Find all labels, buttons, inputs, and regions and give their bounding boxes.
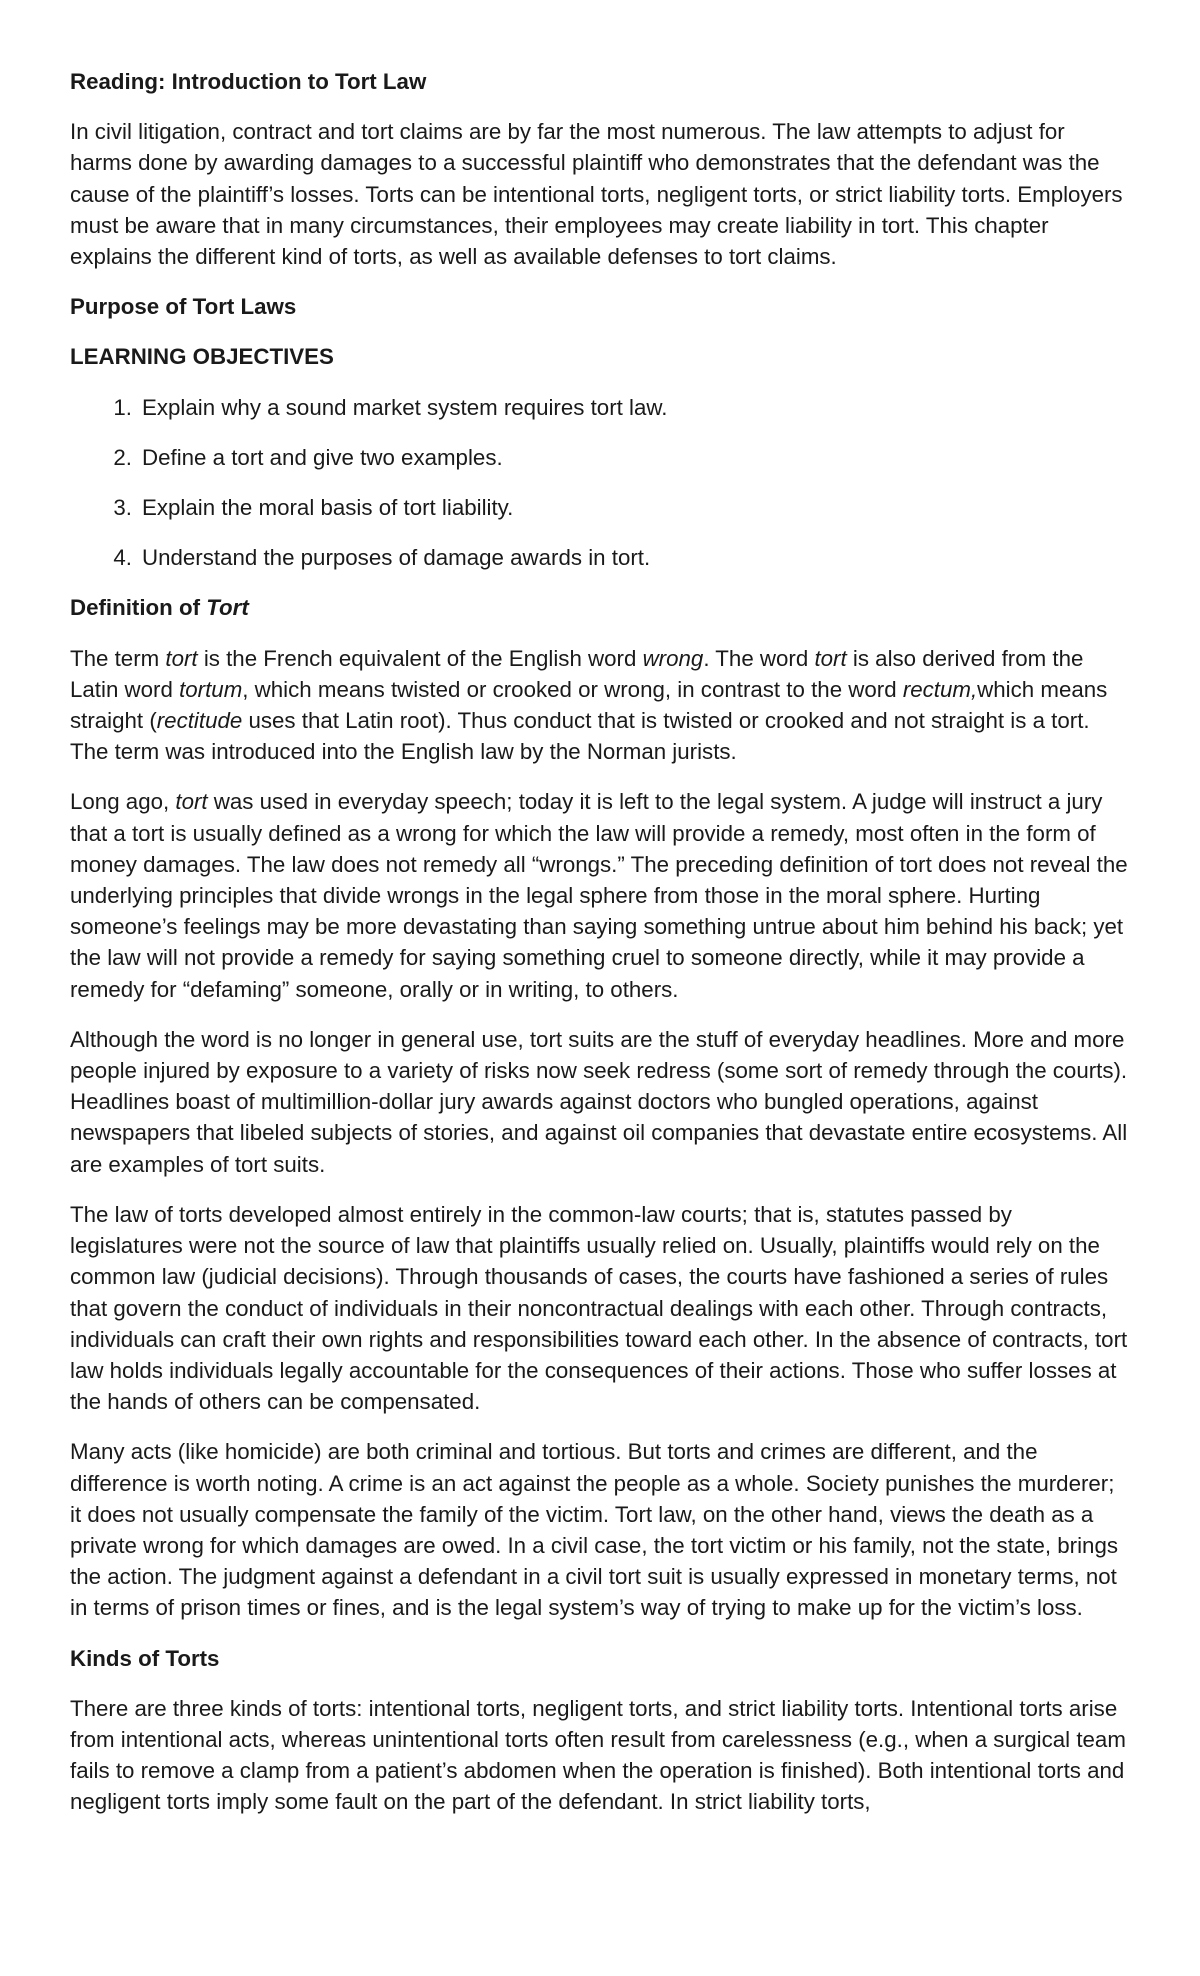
- list-item-number: 3.: [113, 495, 132, 521]
- text-run: is also derived from the Latin word: [70, 645, 1084, 702]
- text-run: The term: [70, 645, 166, 671]
- definition-heading-term: Tort: [206, 595, 249, 621]
- document-title: Reading: Introduction to Tort Law: [70, 69, 427, 94]
- crimes-paragraph: Many acts (like homicide) are both criminal and tortious. But torts and crimes are different, and the difference is worth noting. A crime is an act against the people as a whole. Society punishes the murderer; it does not usually compensate the family of the victim. Tort law, on the other hand, views the death as a private wrong for which damages are owed. In a civil case, the tort victim or his family, not the state, brings the action. The judgment against a defendant in a civil tort suit is usually expressed in monetary terms, not in terms of prison times or fines, and is the legal system’s way of trying to make up for the victim’s loss.: [70, 1439, 1118, 1621]
- definition-heading: [70, 592, 1130, 623]
- text-run: which means straight (: [70, 676, 1108, 734]
- list-item: [70, 442, 1130, 473]
- list-item-text: Define a tort and give two examples.: [142, 444, 503, 470]
- kinds-paragraph: There are three kinds of torts: intentional torts, negligent torts, and strict liability torts. Intentional torts arise from intentional acts, whereas unintentional torts often result from carelessness (e.g., when a surgical team fails to remove a clamp from a patient’s abdomen when the operation is finished). Both intentional torts and negligent torts imply some fault on the part of the defendant. In strict liability torts,: [70, 1695, 1126, 1815]
- headlines-paragraph: Although the word is no longer in general use, tort suits are the stuff of everyday headlines. More and more people injured by exposure to a variety of risks now seek redress (some sort of remedy through the courts). Headlines boast of multimillion-dollar jury awards against doctors who bungled operations, against newspapers that libeled subjects of stories, and against oil companies that devastate entire ecosystems. All are examples of tort suits.: [70, 1026, 1128, 1177]
- text-run: Long ago,: [70, 789, 176, 815]
- text-run: is the French equivalent of the English word: [197, 645, 643, 671]
- purpose-heading: Purpose of Tort Laws: [70, 294, 297, 320]
- objectives-heading: LEARNING OBJECTIVES: [70, 344, 334, 370]
- text-run: , which means twisted or crooked or wrong, in contrast to the word: [242, 676, 903, 702]
- italic-term: wrong: [642, 645, 704, 671]
- list-item-number: 4.: [113, 545, 132, 571]
- definition-heading-prefix: Definition of: [70, 595, 207, 621]
- intro-paragraph: In civil litigation, contract and tort claims are by far the most numerous. The law attempts to adjust for harms done by awarding damages to a successful plaintiff who demonstrates that the defendant was the cause of the plaintiff’s losses. Torts can be intentional torts, negligent torts, or strict liability torts. Employers must be aware that in many circumstances, their employees may create liability in tort. This chapter explains the different kind of torts, as well as available defenses to tort claims.: [70, 119, 1123, 270]
- italic-term: tort: [175, 789, 208, 815]
- text-run: . The word: [703, 645, 815, 671]
- common-law-paragraph: The law of torts developed almost entirely in the common-law courts; that is, statutes passed by legislatures were not the source of law that plaintiffs usually relied on. Usually, plaintiffs would rely on the common law (judicial decisions). Through thousands of cases, the courts have fashioned a series of rules that govern the conduct of individuals in their noncontractual dealings with each other. Through contracts, individuals can craft their own rights and responsibilities toward each other. In the absence of contracts, tort law holds individuals legally accountable for the consequences of their actions. Those who suffer losses at the hands of others can be compensated.: [70, 1201, 1128, 1415]
- text-run: uses that Latin root). Thus conduct that is twisted or crooked and not straight is a tort. The term was introduced into the English law by the Norman jurists.: [70, 708, 1090, 765]
- list-item: [70, 392, 1130, 423]
- text-run: was used in everyday speech; today it is left to the legal system. A judge will instruct a jury that a tort is usually defined as a wrong for which the law will provide a remedy, most often in the form of money damages. The law does not remedy all “wrongs.” The preceding definition of tort does not reveal the underlying principles that divide wrongs in the legal sphere from those in the moral sphere. Hurting someone’s feelings may be more devastating than saying something untrue about him behind his back; yet the law will not provide a remedy for saying something cruel to someone directly, while it may provide a remedy for “defaming” someone, orally or in writing, to others.: [70, 789, 1128, 1002]
- list-item-text: Explain the moral basis of tort liability.: [142, 495, 514, 521]
- list-item: [70, 492, 1130, 523]
- italic-term: tort: [165, 645, 198, 671]
- list-item-number: 2.: [113, 444, 132, 470]
- italic-term: tortum: [179, 676, 243, 702]
- kinds-heading: Kinds of Torts: [70, 1645, 220, 1671]
- list-item: [70, 542, 1130, 573]
- italic-term: tort: [814, 645, 847, 671]
- italic-term: rectum,: [902, 676, 978, 702]
- list-item-text: Explain why a sound market system requires tort law.: [142, 394, 668, 420]
- long-ago-paragraph: [70, 786, 1130, 1004]
- list-item-text: Understand the purposes of damage awards in tort.: [142, 545, 651, 571]
- definition-paragraph: [70, 643, 1130, 768]
- objectives-list: [70, 392, 1130, 574]
- list-item-number: 1.: [113, 394, 132, 420]
- italic-term: rectitude: [156, 708, 243, 734]
